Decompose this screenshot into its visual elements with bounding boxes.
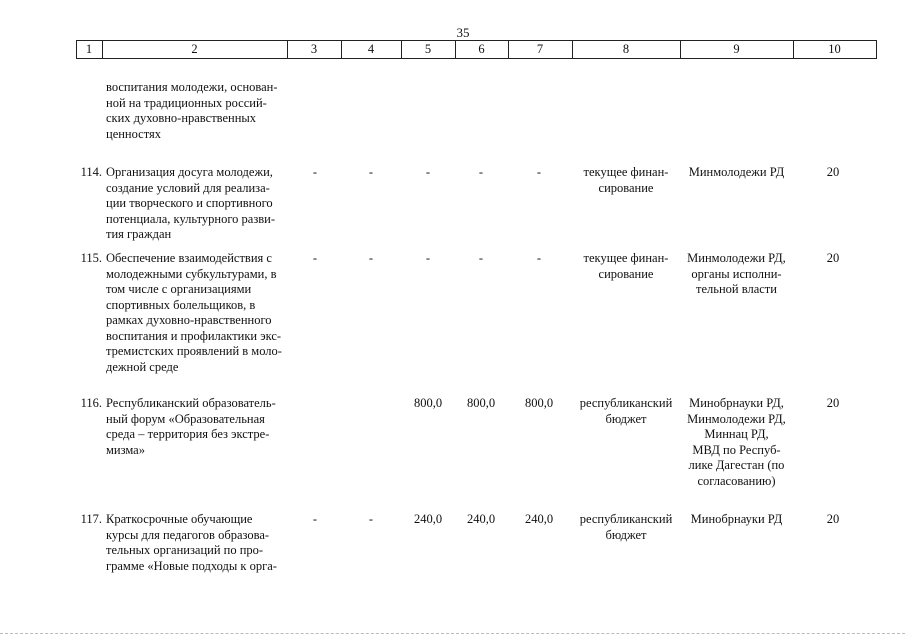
cell-col-5: - — [425, 165, 431, 179]
cell-col-5: 800,0 — [413, 396, 443, 410]
text-line: курсы для педагогов образова- — [106, 527, 270, 542]
text-line: Минмолодежи РД — [688, 165, 785, 179]
cell-col-7: 800,0 — [524, 396, 554, 410]
text-line: бюджет — [605, 527, 647, 542]
header-col-5: 5 — [424, 42, 432, 56]
row-description — [106, 251, 284, 375]
row-description — [106, 512, 284, 574]
cell-funding-source — [572, 396, 680, 427]
cell-col-10: 20 — [826, 165, 840, 179]
cell-col-6: - — [478, 165, 484, 179]
cell-col-4: - — [368, 512, 374, 526]
cell-col-4: - — [368, 251, 374, 265]
text-line: тия граждан — [106, 227, 172, 241]
header-col-9: 9 — [733, 42, 740, 56]
text-line: создание условий для реализа- — [106, 180, 270, 195]
text-line: сирование — [598, 180, 654, 195]
cell-col-10: 20 — [826, 396, 840, 410]
scan-edge-line — [0, 633, 905, 634]
cell-col-4: - — [368, 165, 374, 179]
header-col-1: 1 — [85, 42, 93, 56]
cell-executor — [678, 251, 795, 298]
text-line: ции творческого и спортивного — [106, 196, 273, 210]
text-line: дежной среде — [106, 359, 179, 374]
cell-col-6: - — [478, 251, 484, 265]
text-line: ских духовно-нравственных — [106, 111, 257, 125]
text-line: воспитания и профилактики экс- — [106, 328, 282, 343]
cell-col-6: 240,0 — [466, 512, 496, 526]
cell-executor — [678, 512, 795, 528]
cell-executor — [678, 165, 795, 181]
header-col-10: 10 — [828, 42, 841, 56]
text-line: республиканский — [579, 512, 673, 526]
text-line: лике Дагестан (по — [688, 458, 785, 472]
cell-col-6: 800,0 — [466, 396, 496, 410]
text-line: тельной власти — [696, 282, 777, 296]
row-number: 115. — [80, 251, 102, 265]
text-line: Миннац РД, — [704, 427, 769, 441]
text-line: согласованию) — [697, 473, 776, 488]
text-line: Организация досуга молодежи, — [106, 165, 273, 179]
row-number: 117. — [80, 512, 102, 526]
row-description — [106, 165, 284, 243]
cell-funding-source — [572, 251, 680, 282]
cell-col-3: - — [312, 165, 318, 179]
text-line: МВД по Респуб- — [692, 442, 781, 457]
header-divider — [876, 40, 877, 58]
text-line: Краткосрочные обучающие — [106, 512, 253, 526]
text-line: текущее финан- — [583, 165, 669, 179]
cell-col-10: 20 — [826, 512, 840, 526]
text-line: Минобрнауки РД — [690, 512, 783, 526]
text-line: Минмолодежи РД, — [687, 411, 786, 426]
cell-col-5: 240,0 — [413, 512, 443, 526]
cell-col-10: 20 — [826, 251, 840, 265]
text-line: мизма» — [106, 442, 145, 457]
text-line: ный форум «Образовательная — [106, 411, 265, 426]
cell-executor — [678, 396, 795, 489]
text-line: среда – территория без экстре- — [106, 427, 270, 441]
text-line: Минмолодежи РД, — [687, 251, 786, 265]
header-col-2: 2 — [191, 42, 198, 56]
text-line: Минобрнауки РД, — [689, 396, 784, 410]
header-col-8: 8 — [622, 42, 630, 56]
row-description — [106, 396, 284, 458]
cell-funding-source — [572, 165, 680, 196]
cell-col-7: - — [536, 165, 542, 179]
header-col-4: 4 — [367, 42, 375, 56]
text-line: воспитания молодежи, основан- — [106, 80, 278, 94]
cell-col-5: - — [425, 251, 431, 265]
text-line: Обеспечение взаимодействия с — [106, 251, 272, 265]
text-line: ной на традиционных россий- — [106, 95, 267, 110]
text-line: текущее финан- — [583, 251, 669, 265]
header-col-6: 6 — [478, 42, 485, 56]
text-line: том числе с организациями — [106, 282, 252, 296]
text-line: тремистских проявлений в моло- — [106, 344, 282, 358]
text-line: рамках духовно-нравственного — [106, 313, 272, 327]
continuation-text — [106, 80, 284, 142]
text-line: спортивных болельщиков, в — [106, 297, 256, 312]
text-line: молодежными субкультурами, в — [106, 266, 277, 281]
page-number: 35 — [456, 25, 470, 40]
header-bottom-border — [76, 58, 877, 59]
header-col-3: 3 — [310, 42, 318, 56]
text-line: потенциала, культурного разви- — [106, 211, 276, 226]
cell-col-7: - — [536, 251, 542, 265]
row-number: 116. — [80, 396, 102, 410]
text-line: республиканский — [579, 396, 673, 410]
text-line: сирование — [598, 266, 654, 281]
text-line: Республиканский образователь- — [106, 396, 276, 410]
row-number: 114. — [80, 165, 102, 179]
cell-col-3: - — [312, 251, 318, 265]
text-line: бюджет — [605, 411, 647, 426]
cell-funding-source — [572, 512, 680, 543]
text-line: органы исполни- — [691, 266, 782, 281]
header-col-7: 7 — [536, 42, 544, 56]
cell-col-7: 240,0 — [524, 512, 554, 526]
text-line: ценностях — [106, 126, 162, 141]
cell-col-3: - — [312, 512, 318, 526]
text-line: тельных организаций по про- — [106, 543, 264, 557]
text-line: грамме «Новые подходы к орга- — [106, 558, 277, 573]
